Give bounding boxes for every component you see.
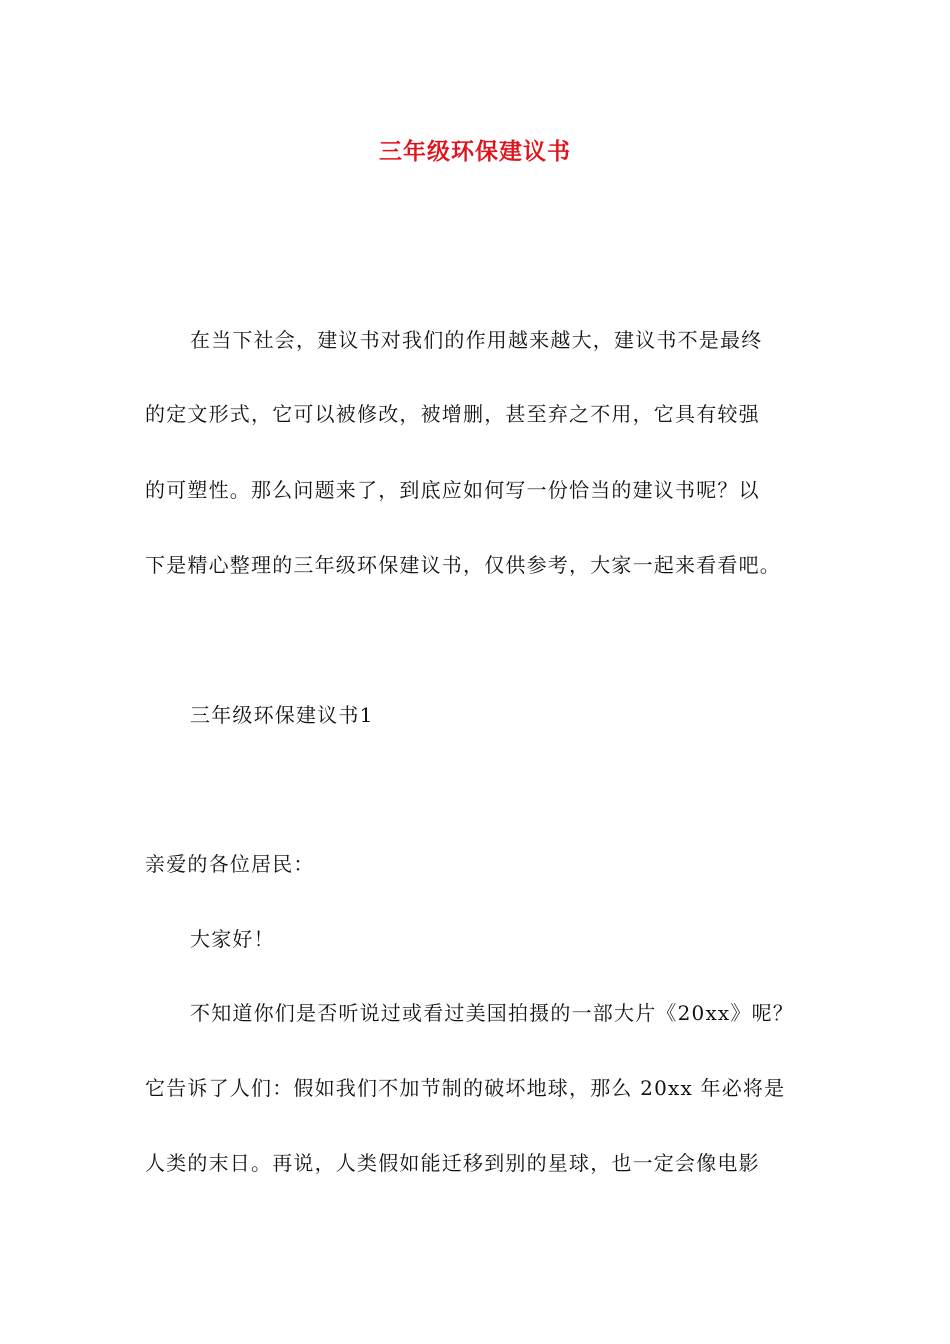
section-heading: 三年级环保建议书1 [190,703,374,727]
intro-line-3: 的可塑性。那么问题来了，到底应如何写一份恰当的建议书呢？以 [145,478,760,502]
body-line-2: 它告诉了人们：假如我们不加节制的破坏地球，那么 20xx 年必将是 [145,1076,786,1100]
intro-line-1: 在当下社会，建议书对我们的作用越来越大，建议书不是最终 [190,328,763,352]
body-line-3: 人类的末日。再说，人类假如能迁移到别的星球，也一定会像电影 [145,1151,760,1175]
document-title: 三年级环保建议书 [379,138,571,165]
greeting: 大家好！ [190,927,275,951]
body-line-1: 不知道你们是否听说过或看过美国拍摄的一部大片《20xx》呢？ [190,1001,795,1025]
intro-line-2: 的定文形式，它可以被修改，被增删，甚至弃之不用，它具有较强 [145,402,760,426]
salutation: 亲爱的各位居民： [145,852,315,876]
intro-line-4: 下是精心整理的三年级环保建议书，仅供参考，大家一起来看看吧。 [145,553,781,577]
